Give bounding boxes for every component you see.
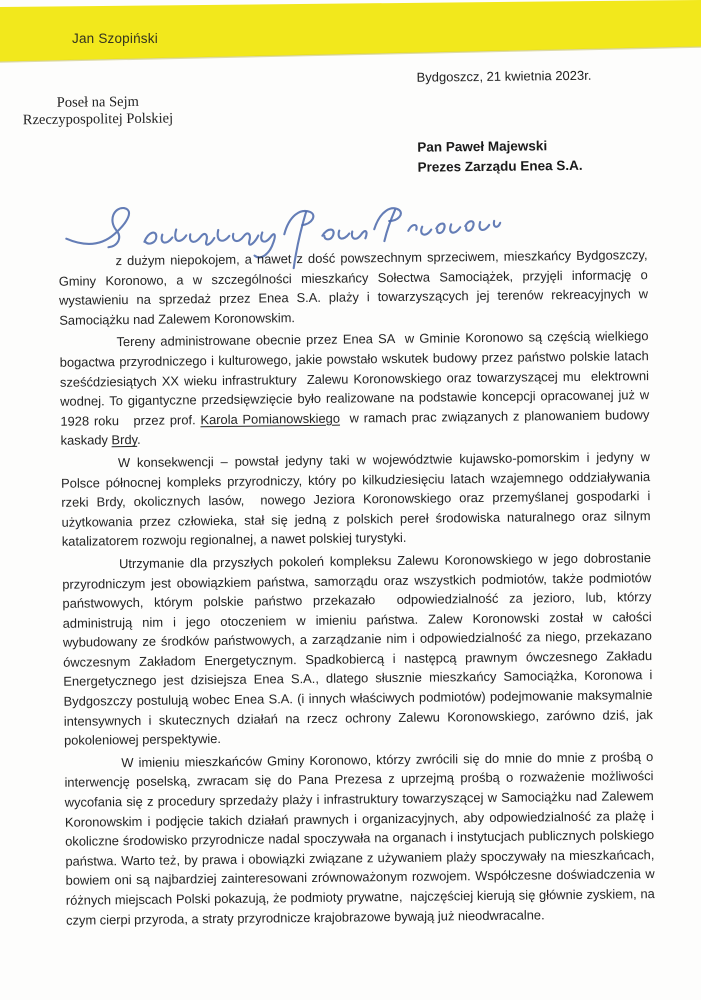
paragraph xyxy=(58,245,652,330)
text-run: z dużym niepokojem, a nawet z dość powszechnym sprzeciwem, mieszkańcy Bydgoszczy, Gminy Koronowo, a w szczególności mieszkańcy Sołectwa Samociążek, przyjęli informację o wystawieniu na sprzedaż przez Enea S.A. plaży i towarzyszących jej terenów rekreacyjnych w Samociążku nad Zalewem Koronowskim. xyxy=(58,247,652,328)
sender-title-block xyxy=(18,93,178,129)
letterhead-sender-name: Jan Szopiński xyxy=(72,31,158,46)
paragraph xyxy=(64,747,659,930)
text-run: W imieniu mieszkańców Gminy Koronowo, którzy zwrócili się do mnie do mnie z prośbą o interwencję poselską, zwracam się do Pana Prezesa z uprzejmą prośbą o rozważenie możliwości wycofania się z procedury sprzedaży plaży i infrastruktury towarzyszącej w Samociążku nad Zalewem Koronowskim i podjęcie takich działań prawnych i organizacyjnych, aby odpowiedzialność za plażę i okoliczne środowisko przyrodnicze nadal spoczywała na organach i instytucjach publicznych polskiego państwa. Warto też, by prawa i obowiązki związane z używaniem plaży spoczywały na mieszkańcach, bowiem oni są najbardziej zainteresowani zrównoważonym rozwojem. Współczesne doświadczenia w różnych miejscach Polski pokazują, że podmioty prywatne, najczęściej kierują się głównie zyskiem, na czym cierpi przyroda, a straty przyrodnicze krajobrazowe bywają już nieodwracalne. xyxy=(64,748,659,928)
text-run: Utrzymanie dla przyszłych pokoleń kompleksu Zalewu Koronowskiego w jego dobrostanie przyrodniczym jest obowiązkiem państwa, samorządu oraz wszystkich podmiotów, także podmiotów państwowych, którym polskie państwo przekazało odpowiedzialność za jezioro, lub, którzy administrują nim i jego otoczeniem w imieniu państwa. Zalew Koronowski został w całości wybudowany ze środków państwowych, a zarządzanie nim i odpowiedzialność za niego, przekazano ówczesnym Zakładom Energetycznym. Spadkobiercą i następcą prawnym ówczesnego Zakładu Energetycznego jest dzisiejsza Enea S.A., dlatego słusznie mieszkańcy Samociążka, Koronowa i Bydgoszczy postulują wobec Enea S.A. (i innych właściwych podmiotów) podejmowanie maksymalnie intensywnych i skutecznych działań na rzecz ochrony Zalewu Koronowskiego, zarówno dziś, jak pokoleniowej perspektywie. xyxy=(62,549,657,749)
text-run: W konsekwencji – powstał jedyny taki w województwie kujawsko-pomorskim i jedyny w Polsce północnej kompleks przyrodniczy, który po kilkudziesięciu latach wzajemnego oddziaływania rzeki Brdy, okolicznych lasów, nowego Jeziora Koronowskiego oraz przemyślanej gospodarki i użytkowania przez człowieka, stał się jedną z polskich pereł środowiska naturalnego oraz silnym katalizatorem rozwoju regionalnej, a nawet polskiej turystyki. xyxy=(61,449,655,550)
underlined-text: Karola Pomianowskiego xyxy=(200,410,341,427)
text-run: w ramach prac związanych z planowaniem budowy kaskady xyxy=(60,406,654,449)
recipient-name: Pan Paweł Majewski xyxy=(417,138,548,155)
sender-title-line2: Rzeczypospolitej Polskiej xyxy=(22,110,174,129)
paragraph xyxy=(61,447,655,552)
recipient-block xyxy=(417,136,583,177)
paragraph xyxy=(59,326,654,450)
paragraph xyxy=(62,548,657,751)
sender-title-line1: Poseł na Sejm xyxy=(56,93,139,111)
underlined-text: Brdy xyxy=(111,432,138,448)
recipient-role: Prezes Zarządu Enea S.A. xyxy=(417,157,583,175)
text-run: Tereny administrowane obecnie przez Enea SA w Gminie Koronowo są częścią wielkiego bogactwa przyrodniczego i kulturowego, jakie powstało wskutek budowy przez państwo polskie latach sześćdziesiątych XX wieku infrastruktury Zalewu Koronowskiego oraz towarzyszącej mu elektrowni wodnej. To gigantyczne przedsięwzięcie było realizowane na podstawie koncepcji opracowanej już w 1928 roku przez prof. xyxy=(59,328,653,429)
text-run: . xyxy=(136,432,141,448)
date-place-line: Bydgoszcz, 21 kwietnia 2023r. xyxy=(416,67,592,85)
letter-body xyxy=(58,245,659,933)
